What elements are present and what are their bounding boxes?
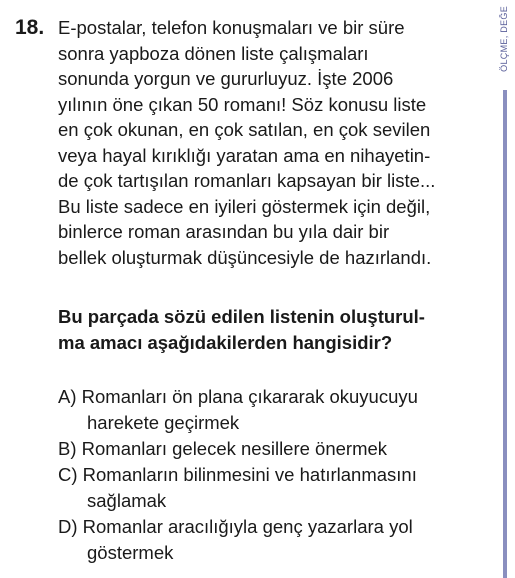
passage-line: veya hayal kırıklığı yaratan ama en nihayetin- bbox=[58, 144, 431, 166]
side-rule bbox=[503, 90, 507, 578]
passage-line: yılının öne çıkan 50 romanı! Söz konusu liste bbox=[58, 93, 427, 115]
question-prompt bbox=[58, 304, 483, 356]
question-passage bbox=[58, 15, 483, 270]
question-number: 18. bbox=[15, 16, 45, 39]
prompt-line: ma amacı aşağıdakilerden hangisidir? bbox=[58, 332, 393, 353]
option-a-text: A) Romanları ön plana çıkararak okuyucuyu bbox=[58, 386, 418, 407]
option-c[interactable] bbox=[58, 462, 483, 514]
answer-options bbox=[58, 384, 483, 566]
passage-line: sonunda yorgun ve gururluyuz. İşte 2006 bbox=[58, 68, 394, 89]
option-c-text: C) Romanların bilinmesini ve hatırlanmasını bbox=[58, 464, 417, 485]
option-d[interactable] bbox=[58, 514, 483, 566]
side-label-text: ÖLÇME, DEĞE bbox=[499, 6, 509, 72]
passage-line: E-postalar, telefon konuşmaları ve bir süre bbox=[58, 17, 405, 38]
passage-line: de çok tartışılan romanları kapsayan bir liste... bbox=[58, 170, 436, 191]
passage-line: en çok okunan, en çok satılan, en çok sevilen bbox=[58, 119, 431, 140]
side-label bbox=[495, 0, 515, 80]
option-b[interactable] bbox=[58, 436, 483, 462]
passage-line: bellek oluşturmak düşüncesiyle de hazırlandı. bbox=[58, 246, 432, 268]
passage-line: binlerce roman arasından bu yıla dair bir bbox=[58, 221, 390, 242]
option-a-text-cont: harekete geçirmek bbox=[87, 412, 240, 433]
option-d-text: D) Romanlar aracılığıyla genç yazarlara yol bbox=[58, 516, 413, 537]
option-c-text-cont: sağlamak bbox=[87, 490, 167, 511]
option-a[interactable] bbox=[58, 384, 483, 436]
prompt-line: Bu parçada sözü edilen listenin oluşturul- bbox=[58, 306, 425, 327]
passage-line: Bu liste sadece en iyileri göstermek için değil, bbox=[58, 195, 431, 217]
option-b-text: B) Romanları gelecek nesillere önermek bbox=[58, 438, 388, 459]
passage-line: sonra yapboza dönen liste çalışmaları bbox=[58, 42, 369, 64]
option-d-text-cont: göstermek bbox=[87, 542, 174, 563]
